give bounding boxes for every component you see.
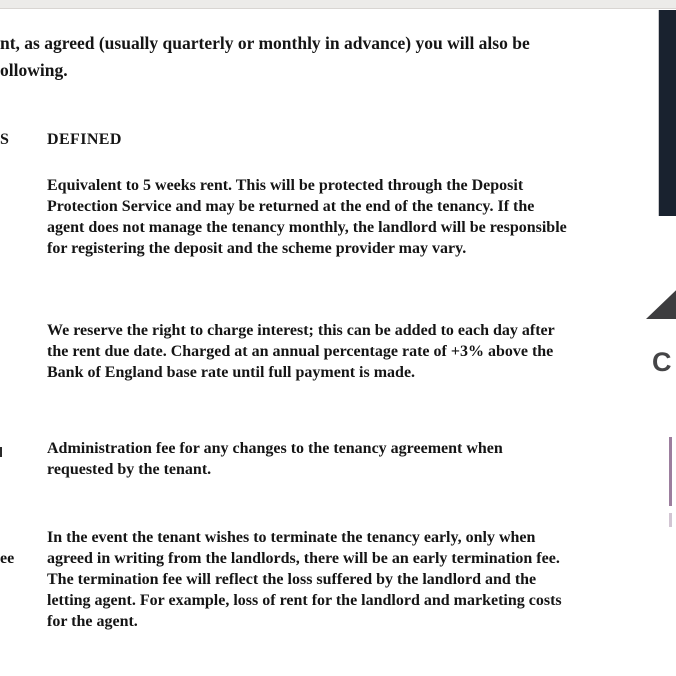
cover-page-edge-strip	[659, 10, 676, 216]
entry-termination-text: In the event the tenant wishes to terminate the tenancy early, only when agreed in writing from the landlords, there will be an early termination fee. The termination fee will reflect the loss suffered by the landlord and the letting agent. For example, loss of rent for the landlord and marketing costs for the agent.	[47, 529, 562, 630]
entry-administration-text: Administration fee for any changes to the tenancy agreement when requested by the tenant.	[47, 440, 503, 478]
defined-column-header: DEFINED	[47, 131, 122, 148]
left-edge-cut-letter-fragment	[0, 447, 2, 457]
logo-box-left-edge	[669, 437, 672, 506]
entry-interest	[47, 321, 569, 384]
fees-column-header-fragment: S	[0, 131, 10, 148]
intro-line-1: nt, as agreed (usually quarterly or monthly in advance) you will also be	[0, 33, 530, 53]
termination-fee-label-fragment: ee	[0, 550, 15, 567]
entry-deposit-text: Equivalent to 5 weeks rent. This will be protected through the Deposit Protection Service and may be returned at the end of the tenancy. If the agent does not manage the tenancy monthly, the landlord will be responsible for registering the deposit and the scheme provider may vary.	[47, 177, 567, 257]
intro-paragraph	[0, 30, 530, 84]
entry-interest-text: We reserve the right to charge interest; this can be added to each day after the rent due date. Charged at an annual percentage rate of +3% above the Bank of England base rate until full payment is made.	[47, 322, 555, 381]
entry-administration	[47, 439, 569, 481]
logo-letter-c: C	[652, 347, 672, 377]
intro-line-2: ollowing.	[0, 60, 68, 80]
logo-box-left-edge-faint	[669, 513, 672, 527]
top-edge-strip	[0, 0, 676, 9]
entry-deposit	[47, 176, 569, 260]
entry-termination	[47, 528, 569, 633]
triangle-logo-icon	[646, 289, 676, 319]
